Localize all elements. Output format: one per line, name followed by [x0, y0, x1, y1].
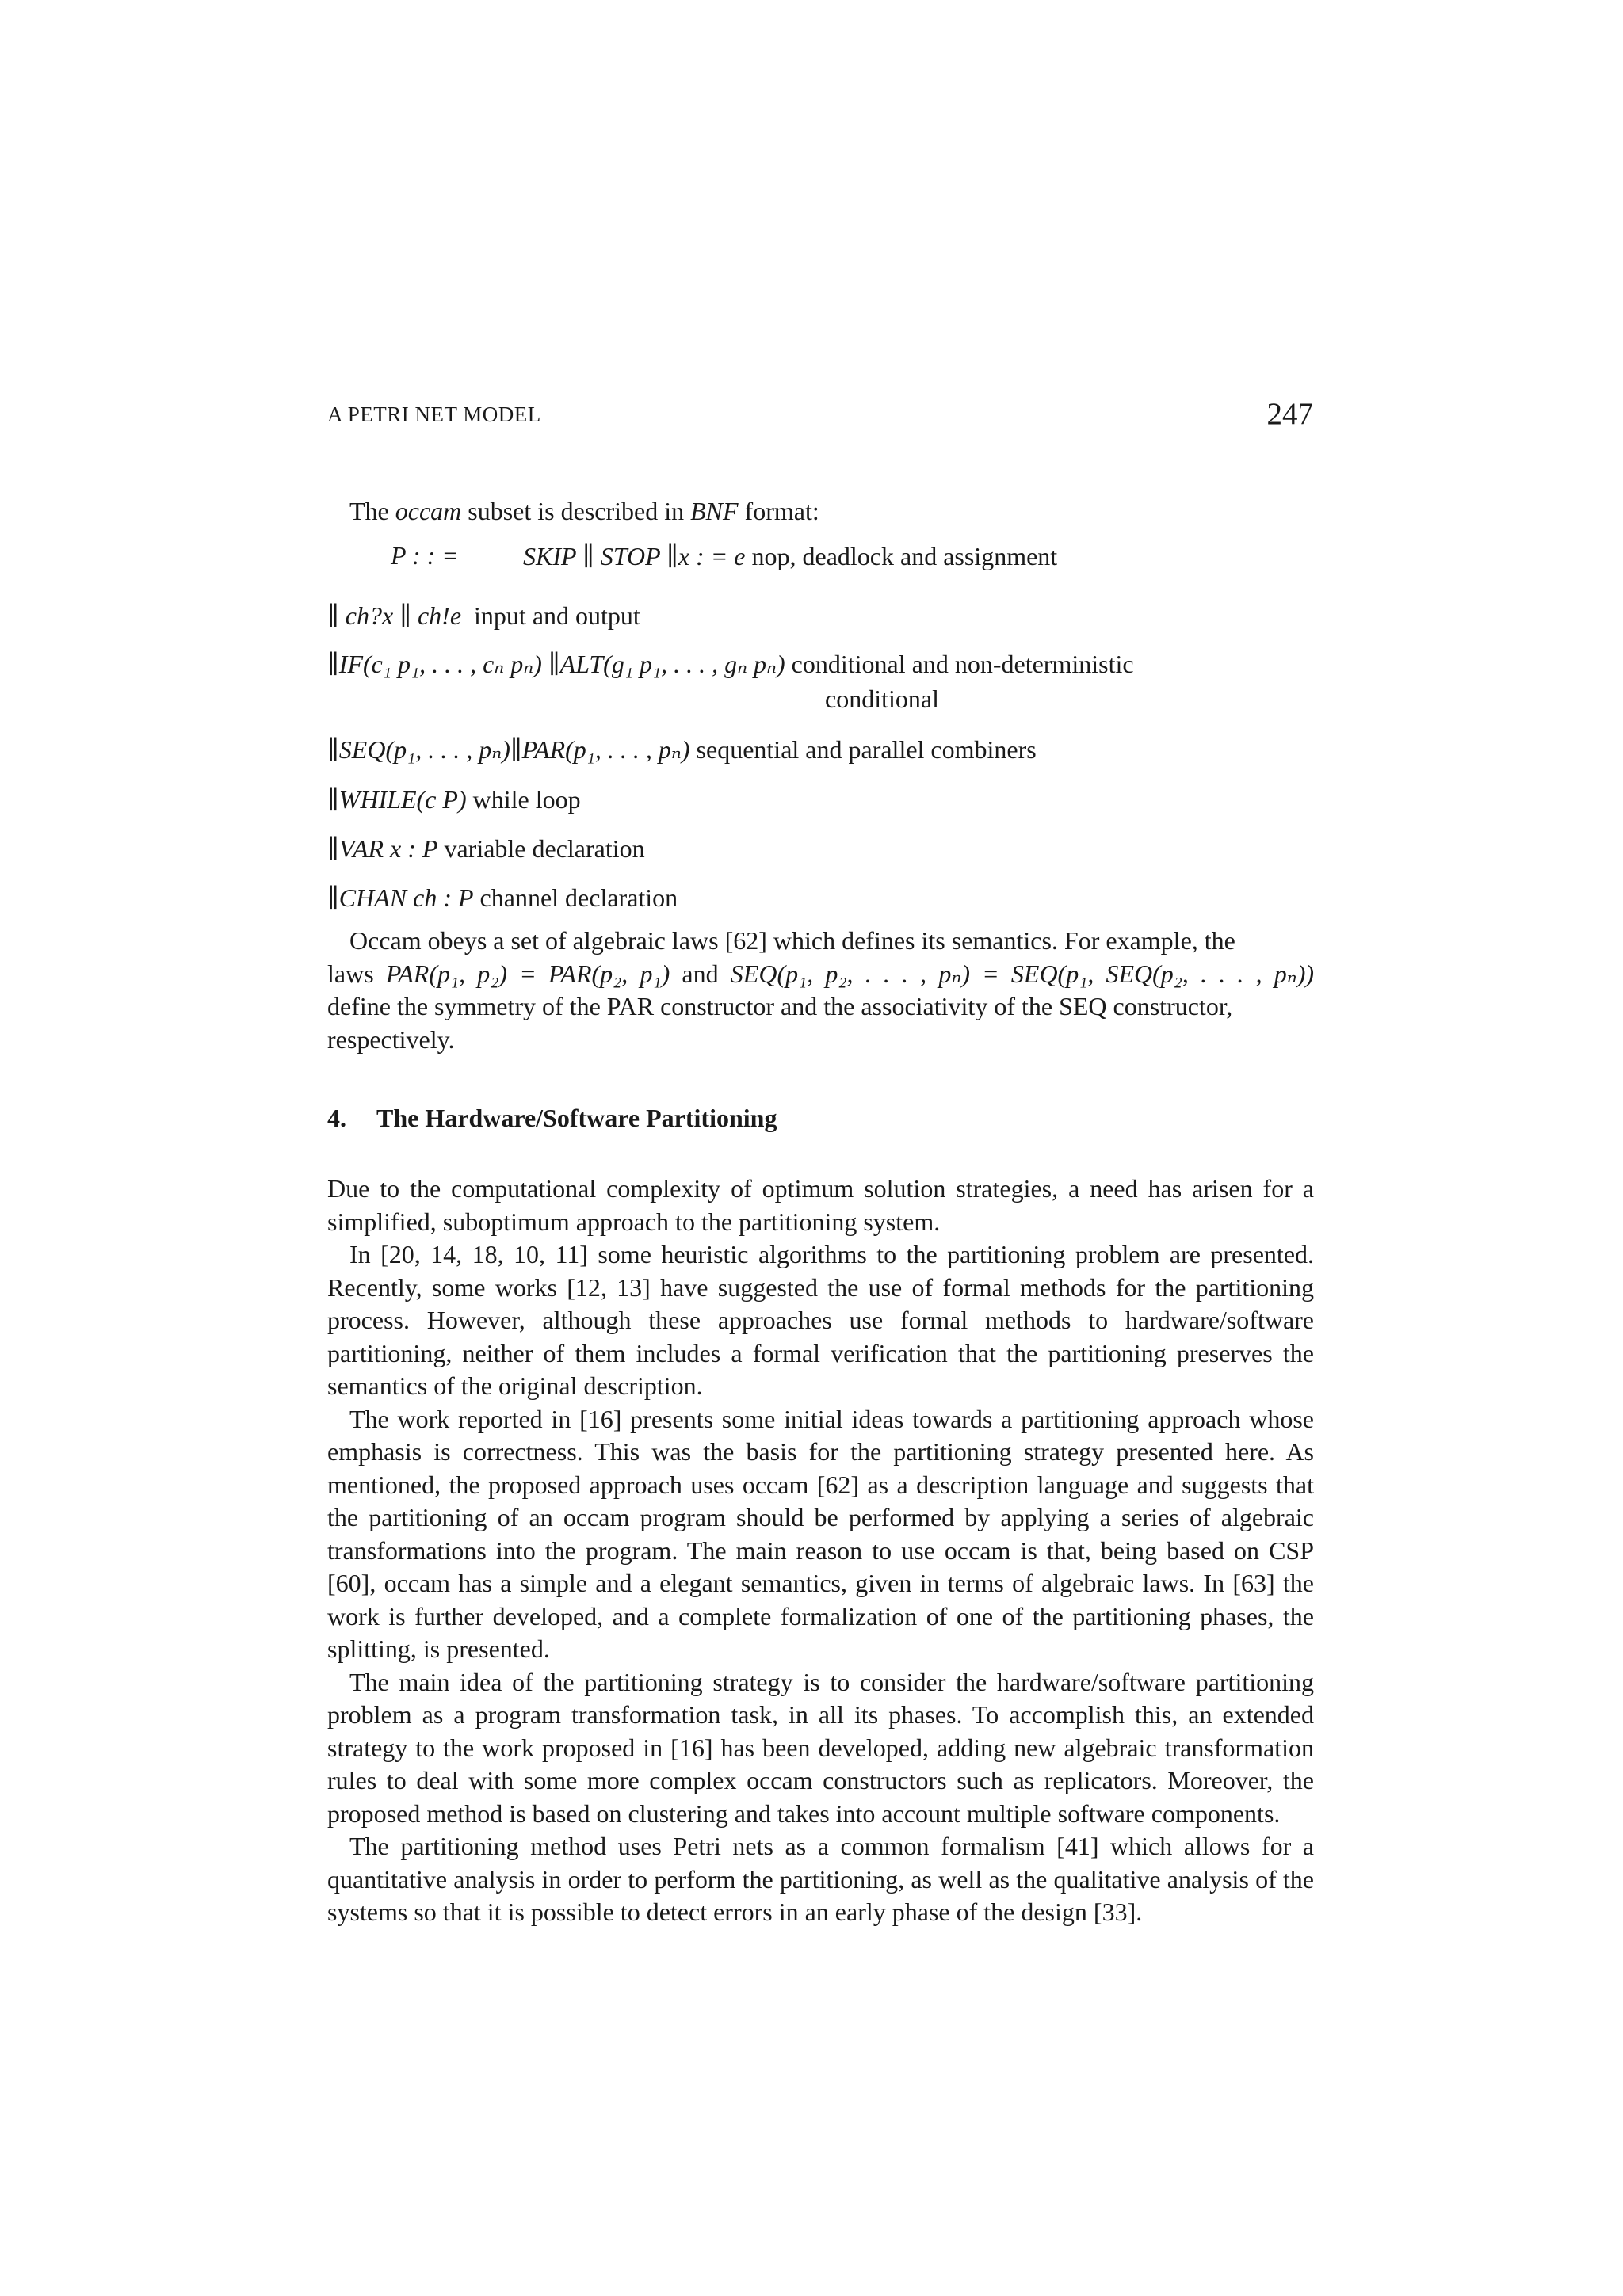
chan-description: channel declaration: [479, 883, 678, 912]
conditional-description-cont: conditional: [825, 685, 939, 713]
section-title: The Hardware/Software Partitioning: [376, 1104, 777, 1132]
paragraph: The work reported in [16] presents some initial ideas towards a partitioning approach whose emphasis is correctness. This was the basis for the partitioning strategy presented here. As mentioned, the proposed approach uses occam [62] as a description language and suggests that the partitioning of an occam program should be performed by applying a series of algebraic transformations into the program. The main reason to use occam is that, being based on CSP [60], occam has a simple and a elegant semantics, given in terms of algebraic laws. In [63] the work is further developed, and a complete formalization of one of the partitioning phases, the splitting, is presented.: [327, 1404, 1314, 1663]
bnf-while: [327, 784, 581, 814]
combiners-description: sequential and parallel combiners: [696, 735, 1037, 764]
bnf-rule-lhs: P : : =: [391, 541, 459, 570]
laws-text: and: [670, 959, 731, 988]
laws-text: laws: [327, 959, 386, 988]
laws-line-4: respectively.: [327, 1024, 455, 1054]
paragraph: The partitioning method uses Petri nets as a common formalism [41] which allows for a quantitative analysis in order to perform the partitioning, as well as the qualitative analysis of the systems so that it is possible to detect errors in an early phase of the design [33].: [327, 1832, 1314, 1926]
body-text: [327, 1173, 1314, 1929]
var-expression: ∥VAR x : P: [327, 834, 438, 863]
laws-line-2: [327, 958, 1314, 991]
laws-line-3: define the symmetry of the PAR constructor and the associativity of the SEQ constructor,: [327, 992, 1233, 1020]
bnf-rule-description: nop, deadlock and assignment: [751, 542, 1058, 570]
bnf-var: [327, 833, 645, 864]
while-expression: ∥WHILE(c P): [327, 785, 467, 814]
occam-term: occam: [395, 497, 462, 525]
io-description: input and output: [474, 601, 640, 630]
bnf-intro-text: The: [349, 497, 395, 525]
laws-paragraph: [327, 925, 1314, 1056]
chan-expression: ∥CHAN ch : P: [327, 883, 474, 912]
bnf-term: BNF: [690, 497, 739, 525]
paragraph: In [20, 14, 18, 10, 11] some heuristic algorithms to the partitioning problem are presented. Recently, some works [12, 13] have suggested the use of formal methods for the partitioning process. However, although these approaches use formal methods to hardware/software partitioning, neither of them includes a formal verification that the partitioning preserves the semantics of the original description.: [327, 1240, 1314, 1400]
bnf-intro-text: subset is described in: [461, 497, 691, 525]
par-symmetry-law: PAR(p₁, p₂) = PAR(p₂, p₁): [385, 959, 670, 988]
var-description: variable declaration: [444, 834, 645, 863]
bnf-rule-expression: SKIP ∥ STOP ∥x : = e: [523, 542, 746, 570]
io-expression: ∥ ch?x ∥ ch!e: [327, 601, 462, 630]
paragraph: The main idea of the partitioning strategy is to consider the hardware/software partitioning problem as a program transformation task, in all its phases. To accomplish this, an extended strategy to the work proposed in [16] has been developed, adding new algebraic transformation rules to deal with some more complex occam constructors such as replicators. Moreover, the proposed method is based on clustering and takes into account multiple software components.: [327, 1667, 1314, 1828]
bnf-intro: [349, 497, 819, 526]
section-heading: [327, 1104, 777, 1133]
page-number: 247: [1266, 397, 1313, 431]
bnf-io: [327, 601, 640, 631]
bnf-chan: [327, 883, 678, 913]
combiners-expression: ∥SEQ(p₁, . . . , pₙ)∥PAR(p₁, . . . , pₙ): [327, 735, 690, 764]
conditional-expression: ∥IF(c₁ p₁, . . . , cₙ pₙ) ∥ALT(g₁ p₁, . . . , gₙ pₙ): [327, 650, 785, 678]
bnf-combiners: [327, 734, 1037, 765]
seq-associativity-law: SEQ(p₁, p₂, . . . , pₙ) = SEQ(p₁, SEQ(p₂, . . . , pₙ)): [730, 959, 1315, 988]
laws-line-1: Occam obeys a set of algebraic laws [62] which defines its semantics. For example, the: [349, 926, 1235, 955]
running-head: A PETRI NET MODEL: [327, 402, 541, 426]
paragraph: Due to the computational complexity of optimum solution strategies, a need has arisen for a simplified, suboptimum approach to the partitioning system.: [327, 1174, 1314, 1236]
bnf-rule-rhs: [523, 541, 1057, 571]
bnf-conditional: [327, 649, 1134, 679]
bnf-intro-text: format:: [738, 497, 819, 525]
section-number: 4.: [327, 1104, 346, 1132]
conditional-description: conditional and non-deterministic: [791, 650, 1134, 678]
while-description: while loop: [472, 785, 581, 814]
